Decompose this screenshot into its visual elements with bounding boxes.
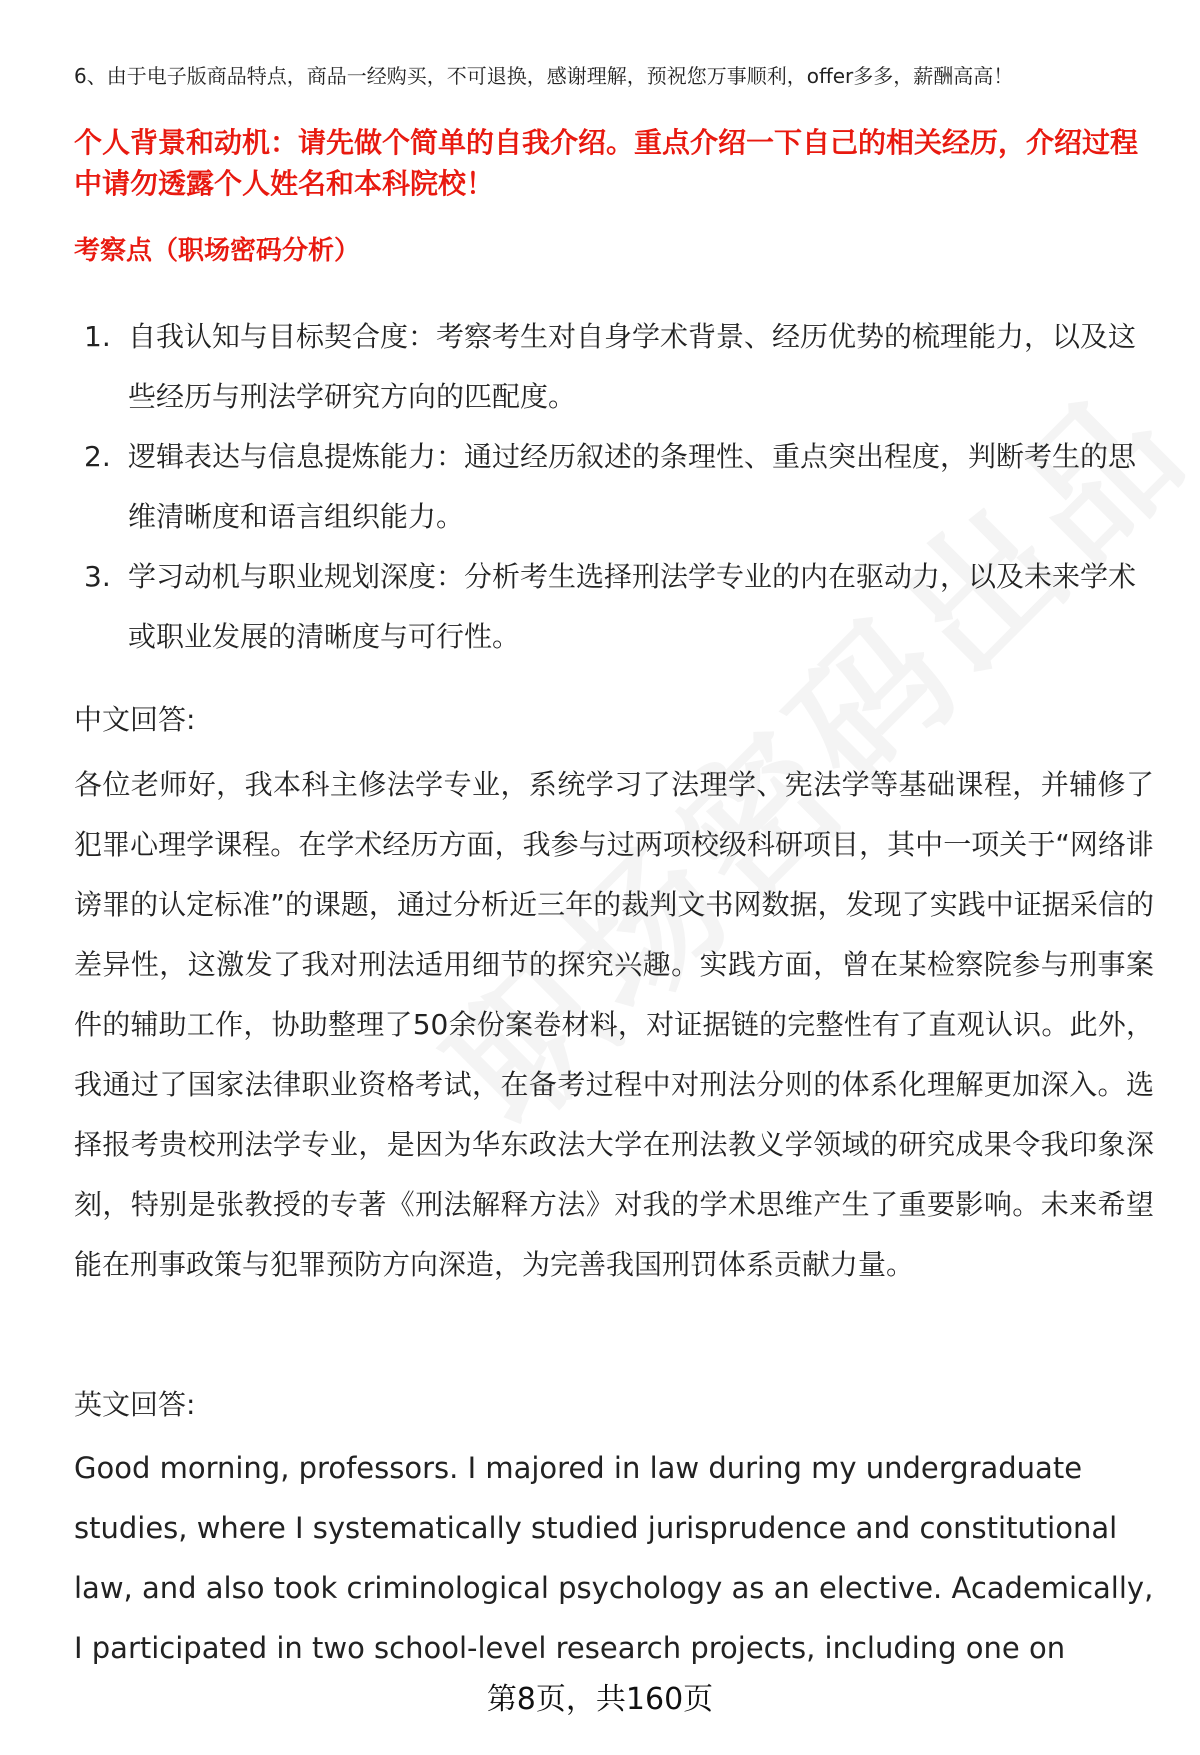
point-text: 自我认知与目标契合度：考察考生对自身学术背景、经历优势的梳理能力，以及这些经历与刑法学研究方向的匹配度。: [128, 320, 1137, 413]
assessment-point: [74, 547, 1154, 667]
assessment-heading: 考察点（职场密码分析）: [74, 236, 361, 266]
point-number: 1.: [84, 320, 111, 353]
chinese-answer-label: 中文回答:: [74, 703, 196, 736]
assessment-point: [74, 307, 1154, 427]
english-answer-text: Good morning, professors. I majored in law during my undergraduate studies, where I systematically studied jurisprudence and constitutional law, and also took criminological psychology as an elective. Academically, I participated in two school-level research projects, including one on: [74, 1451, 1154, 1665]
point-text: 学习动机与职业规划深度：分析考生选择刑法学专业的内在驱动力，以及未来学术或职业发展的清晰度与可行性。: [128, 560, 1137, 653]
assessment-points-list: [74, 307, 1154, 667]
point-number: 2.: [84, 440, 111, 473]
assessment-point: [74, 427, 1154, 547]
purchase-notice: 6、由于电子版商品特点，商品一经购买，不可退换，感谢理解，预祝您万事顺利，offer多多，薪酬高高！: [74, 64, 1014, 88]
page-number-footer: 第8页，共160页: [486, 1682, 714, 1717]
point-number: 3.: [84, 560, 111, 593]
point-text: 逻辑表达与信息提炼能力：通过经历叙述的条理性、重点突出程度，判断考生的思维清晰度和语言组织能力。: [128, 440, 1137, 533]
english-answer-label: 英文回答:: [74, 1388, 196, 1421]
chinese-answer-text: 各位老师好，我本科主修法学专业，系统学习了法理学、宪法学等基础课程，并辅修了犯罪心理学课程。在学术经历方面，我参与过两项校级科研项目，其中一项关于“网络诽谤罪的认定标准”的课题，通过分析近三年的裁判文书网数据，发现了实践中证据采信的差异性，这激发了我对刑法适用细节的探究兴趣。实践方面，曾在某检察院参与刑事案件的辅助工作，协助整理了50余份案卷材料，对证据链的完整性有了直观认识。此外，我通过了国家法律职业资格考试，在备考过程中对刑法分则的体系化理解更加深入。选择报考贵校刑法学专业，是因为华东政法大学在刑法教义学领域的研究成果令我印象深刻，特别是张教授的专著《刑法解释方法》对我的学术思维产生了重要影响。未来希望能在刑事政策与犯罪预防方向深造，为完善我国刑罚体系贡献力量。: [74, 768, 1154, 1281]
interview-question: 个人背景和动机：请先做个简单的自我介绍。重点介绍一下自己的相关经历，介绍过程中请勿透露个人姓名和本科院校！: [74, 126, 1139, 200]
